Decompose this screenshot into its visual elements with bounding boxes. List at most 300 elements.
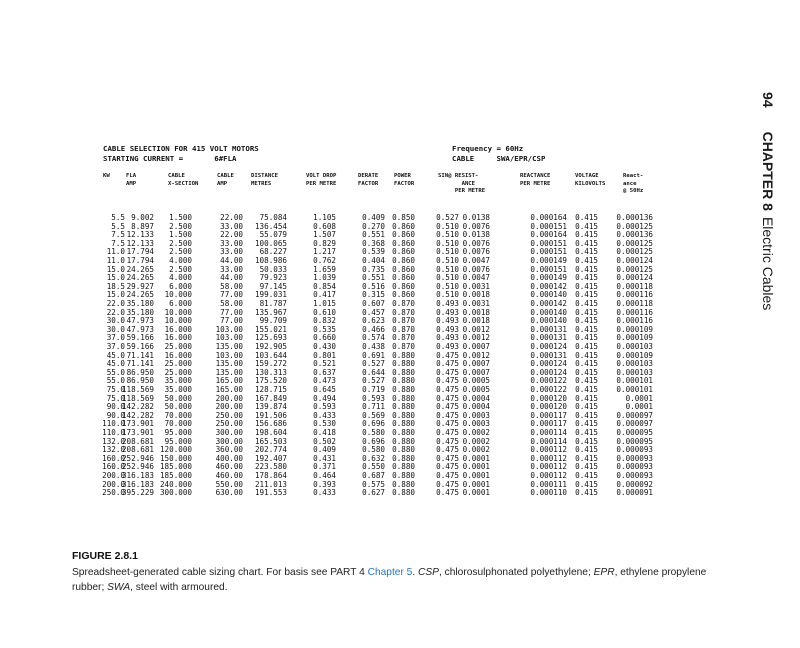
cell-voltage: 0.415 — [575, 238, 598, 248]
cell-reactance: 0.000142 — [530, 299, 567, 308]
cell-volt-drop: 0.593 — [313, 402, 336, 412]
cell-sin-factor: 0.510 — [436, 238, 459, 248]
cell-reactance-50hz: 0.000136 — [616, 213, 653, 222]
cell-reactance-50hz: 0.000093 — [616, 471, 653, 480]
cell-voltage: 0.415 — [575, 488, 598, 498]
csp-abbr: CSP — [418, 567, 439, 578]
cell-kw: 15.0 — [106, 290, 125, 300]
cell-resistance: 0.0001 — [462, 453, 490, 463]
cell-derate: 0.438 — [362, 342, 385, 351]
cell-reactance-50hz: 0.000091 — [616, 488, 653, 498]
cell-distance: 108.986 — [254, 256, 287, 265]
cell-voltage: 0.415 — [575, 342, 598, 351]
cell-reactance: 0.000117 — [530, 419, 567, 429]
cell-derate: 0.580 — [362, 445, 385, 455]
table-row — [0, 489, 760, 498]
cell-cable-amp: 400.00 — [215, 453, 243, 463]
cell-cable-amp: 44.00 — [220, 273, 243, 283]
cell-fla: 24.265 — [126, 290, 154, 300]
cell-resistance: 0.0018 — [462, 290, 490, 300]
cell-cable-xsection: 2.500 — [169, 247, 192, 257]
cell-power-factor: 0.880 — [392, 376, 415, 386]
cell-fla: 395.229 — [121, 488, 154, 498]
cell-cable-amp: 103.00 — [215, 350, 243, 360]
running-head-text — [760, 92, 776, 492]
cell-distance: 192.407 — [254, 453, 287, 463]
cell-reactance: 0.000149 — [530, 256, 567, 265]
cell-cable-xsection: 16.000 — [164, 324, 192, 334]
cell-cable-amp: 135.00 — [215, 359, 243, 369]
cell-volt-drop: 1.217 — [313, 247, 336, 257]
cell-cable-xsection: 16.000 — [164, 333, 192, 343]
cell-distance: 156.686 — [254, 419, 287, 429]
cell-power-factor: 0.880 — [392, 419, 415, 429]
cell-voltage: 0.415 — [575, 419, 598, 429]
csp-definition: , chlorosulphonated polyethylene; — [438, 567, 594, 578]
cell-fla: 252.946 — [121, 453, 154, 463]
cell-fla: 86.950 — [126, 376, 154, 386]
cell-sin-factor: 0.475 — [436, 410, 459, 420]
cell-cable-amp: 250.00 — [215, 410, 243, 420]
cell-fla: 59.166 — [126, 342, 154, 351]
cell-reactance: 0.000142 — [530, 281, 567, 291]
cell-reactance-50hz: 0.000095 — [616, 428, 653, 437]
cell-cable-xsection: 25.000 — [164, 359, 192, 369]
cell-distance: 99.709 — [259, 316, 287, 326]
cell-voltage: 0.415 — [575, 453, 598, 463]
cell-resistance: 0.0002 — [462, 445, 490, 455]
cell-reactance-50hz: 0.000109 — [616, 333, 653, 343]
cell-volt-drop: 0.433 — [313, 410, 336, 420]
cell-cable-xsection: 35.000 — [164, 385, 192, 394]
cell-derate: 0.527 — [362, 359, 385, 369]
cell-resistance: 0.0012 — [462, 350, 490, 360]
cell-volt-drop: 0.521 — [313, 359, 336, 369]
cell-derate: 0.580 — [362, 428, 385, 437]
cell-cable-amp: 33.00 — [220, 264, 243, 274]
cell-distance: 55.079 — [259, 230, 287, 240]
cell-cable-xsection: 10.000 — [164, 290, 192, 300]
cell-voltage: 0.415 — [575, 299, 598, 308]
cell-voltage: 0.415 — [575, 359, 598, 369]
cell-fla: 316.183 — [121, 471, 154, 480]
cell-fla: 35.180 — [126, 299, 154, 308]
cell-resistance: 0.0018 — [462, 307, 490, 317]
cell-kw: 22.0 — [106, 307, 125, 317]
chapter-label: CHAPTER 8 — [760, 131, 776, 211]
cell-voltage: 0.415 — [575, 230, 598, 240]
cell-volt-drop: 0.371 — [313, 462, 336, 472]
cell-voltage: 0.415 — [575, 264, 598, 274]
cell-voltage: 0.415 — [575, 376, 598, 386]
cell-sin-factor: 0.493 — [436, 324, 459, 334]
cell-cable-amp: 460.00 — [215, 462, 243, 472]
cell-volt-drop: 0.801 — [313, 350, 336, 360]
cell-distance: 191.553 — [254, 488, 287, 498]
col-header-cable-amp: CABLE AMP — [217, 173, 234, 187]
cell-fla: 173.901 — [121, 419, 154, 429]
cell-resistance: 0.0003 — [462, 410, 490, 420]
cell-reactance-50hz: 0.000118 — [616, 281, 653, 291]
cell-volt-drop: 0.608 — [313, 221, 336, 231]
cell-sin-factor: 0.475 — [436, 436, 459, 446]
cell-kw: 75.0 — [106, 393, 125, 403]
cell-resistance: 0.0076 — [462, 247, 490, 257]
col-header-resistance: SIN@ RESIST- ANCE PER METRE — [438, 173, 486, 194]
cell-kw: 15.0 — [106, 264, 125, 274]
cell-fla: 35.180 — [126, 307, 154, 317]
cell-distance: 178.864 — [254, 471, 287, 480]
cell-sin-factor: 0.475 — [436, 402, 459, 412]
cell-fla: 8.897 — [131, 221, 154, 231]
cell-fla: 252.946 — [121, 462, 154, 472]
cell-resistance: 0.0031 — [462, 281, 490, 291]
cell-kw: 15.0 — [106, 273, 125, 283]
cell-fla: 17.794 — [126, 256, 154, 265]
cell-power-factor: 0.870 — [392, 324, 415, 334]
cell-resistance: 0.0007 — [462, 367, 490, 377]
col-header-reactance: REACTANCE PER METRE — [520, 173, 551, 187]
cell-kw: 55.0 — [106, 367, 125, 377]
cell-derate: 0.632 — [362, 453, 385, 463]
cell-derate: 0.409 — [362, 213, 385, 222]
chapter-link[interactable]: Chapter 5 — [367, 567, 413, 578]
cell-reactance-50hz: 0.000125 — [616, 238, 653, 248]
cell-sin-factor: 0.493 — [436, 316, 459, 326]
cell-reactance-50hz: 0.000125 — [616, 264, 653, 274]
epr-abbr: EPR — [593, 567, 615, 578]
cell-resistance: 0.0047 — [462, 273, 490, 283]
cell-resistance: 0.0012 — [462, 333, 490, 343]
cell-resistance: 0.0005 — [462, 376, 490, 386]
cell-resistance: 0.0002 — [462, 428, 490, 437]
col-header-power-factor: POWER FACTOR — [394, 173, 415, 187]
cell-derate: 0.466 — [362, 324, 385, 334]
cell-sin-factor: 0.493 — [436, 342, 459, 351]
cell-fla: 71.141 — [126, 350, 154, 360]
cell-reactance: 0.000124 — [530, 342, 567, 351]
cell-fla: 29.927 — [126, 281, 154, 291]
cell-kw: 110.0 — [102, 428, 125, 437]
cell-distance: 175.520 — [254, 376, 287, 386]
cell-reactance: 0.000151 — [530, 264, 567, 274]
cell-kw: 30.0 — [106, 324, 125, 334]
cell-sin-factor: 0.475 — [436, 488, 459, 498]
cell-reactance: 0.000164 — [530, 213, 567, 222]
cell-reactance-50hz: 0.000124 — [616, 273, 653, 283]
col-header-voltage: VOLTAGE KILOVOLTS — [575, 173, 606, 187]
cell-derate: 0.691 — [362, 350, 385, 360]
cell-cable-amp: 77.00 — [220, 316, 243, 326]
cell-sin-factor: 0.527 — [436, 213, 459, 222]
cell-volt-drop: 0.660 — [313, 333, 336, 343]
cell-sin-factor: 0.475 — [436, 445, 459, 455]
cell-voltage: 0.415 — [575, 367, 598, 377]
cell-cable-xsection: 25.000 — [164, 342, 192, 351]
cell-power-factor: 0.860 — [392, 238, 415, 248]
cell-resistance: 0.0004 — [462, 393, 490, 403]
cell-reactance-50hz: 0.000093 — [616, 445, 653, 455]
cell-power-factor: 0.880 — [392, 445, 415, 455]
cell-reactance: 0.000151 — [530, 247, 567, 257]
cell-fla: 208.681 — [121, 445, 154, 455]
cell-distance: 50.033 — [259, 264, 287, 274]
cell-reactance-50hz: 0.0001 — [625, 402, 653, 412]
cell-fla: 86.950 — [126, 367, 154, 377]
cell-distance: 125.693 — [254, 333, 287, 343]
cell-power-factor: 0.860 — [392, 230, 415, 240]
cell-volt-drop: 0.530 — [313, 419, 336, 429]
cell-reactance-50hz: 0.000103 — [616, 367, 653, 377]
cell-cable-amp: 135.00 — [215, 367, 243, 377]
cell-kw: 90.0 — [106, 410, 125, 420]
cell-reactance-50hz: 0.000103 — [616, 359, 653, 369]
cell-power-factor: 0.870 — [392, 342, 415, 351]
col-header-fla: FLA AMP — [126, 173, 137, 187]
cell-distance: 202.774 — [254, 445, 287, 455]
cell-volt-drop: 0.832 — [313, 316, 336, 326]
cell-cable-amp: 77.00 — [220, 290, 243, 300]
cell-cable-xsection: 50.000 — [164, 402, 192, 412]
cell-reactance-50hz: 0.0001 — [625, 393, 653, 403]
cell-sin-factor: 0.510 — [436, 273, 459, 283]
col-header-derate: DERATE FACTOR — [358, 173, 379, 187]
cell-fla: 12.133 — [126, 238, 154, 248]
cell-cable-xsection: 1.500 — [169, 213, 192, 222]
cell-reactance-50hz: 0.000125 — [616, 221, 653, 231]
cell-power-factor: 0.870 — [392, 333, 415, 343]
cell-resistance: 0.0001 — [462, 488, 490, 498]
cell-resistance: 0.0007 — [462, 359, 490, 369]
cell-voltage: 0.415 — [575, 273, 598, 283]
cell-cable-xsection: 2.500 — [169, 238, 192, 248]
cell-distance: 139.874 — [254, 402, 287, 412]
cell-derate: 0.457 — [362, 307, 385, 317]
cell-reactance-50hz: 0.000092 — [616, 479, 653, 489]
cell-reactance-50hz: 0.000095 — [616, 436, 653, 446]
cell-reactance: 0.000151 — [530, 238, 567, 248]
cell-reactance: 0.000110 — [530, 488, 567, 498]
cell-cable-amp: 44.00 — [220, 256, 243, 265]
cell-kw: 45.0 — [106, 350, 125, 360]
cell-voltage: 0.415 — [575, 221, 598, 231]
cell-resistance: 0.0001 — [462, 471, 490, 480]
cell-kw: 90.0 — [106, 402, 125, 412]
cell-power-factor: 0.880 — [392, 453, 415, 463]
cell-voltage: 0.415 — [575, 471, 598, 480]
cell-power-factor: 0.850 — [392, 213, 415, 222]
cell-cable-xsection: 4.000 — [169, 256, 192, 265]
cell-resistance: 0.0004 — [462, 402, 490, 412]
cell-reactance: 0.000131 — [530, 350, 567, 360]
cell-fla: 12.133 — [126, 230, 154, 240]
cell-cable-amp: 103.00 — [215, 333, 243, 343]
cell-kw: 11.0 — [106, 247, 125, 257]
cell-reactance: 0.000131 — [530, 324, 567, 334]
cell-cable-xsection: 185.000 — [159, 471, 192, 480]
cell-reactance: 0.000120 — [530, 402, 567, 412]
cell-cable-amp: 33.00 — [220, 238, 243, 248]
cell-distance: 198.604 — [254, 428, 287, 437]
cell-voltage: 0.415 — [575, 324, 598, 334]
cell-derate: 0.696 — [362, 419, 385, 429]
cell-distance: 211.013 — [254, 479, 287, 489]
cell-derate: 0.623 — [362, 316, 385, 326]
cell-sin-factor: 0.475 — [436, 462, 459, 472]
cell-power-factor: 0.880 — [392, 436, 415, 446]
col-header-kw: KW — [103, 173, 110, 179]
cell-distance: 165.503 — [254, 436, 287, 446]
cell-distance: 223.580 — [254, 462, 287, 472]
cell-volt-drop: 0.854 — [313, 281, 336, 291]
cell-cable-xsection: 1.500 — [169, 230, 192, 240]
cell-sin-factor: 0.475 — [436, 385, 459, 394]
cell-voltage: 0.415 — [575, 333, 598, 343]
cell-cable-amp: 22.00 — [220, 213, 243, 222]
cell-volt-drop: 0.417 — [313, 290, 336, 300]
cell-voltage: 0.415 — [575, 385, 598, 394]
cell-cable-amp: 135.00 — [215, 342, 243, 351]
cell-reactance-50hz: 0.000097 — [616, 410, 653, 420]
cell-resistance: 0.0001 — [462, 479, 490, 489]
cell-kw: 160.0 — [102, 453, 125, 463]
cell-resistance: 0.0031 — [462, 299, 490, 308]
cell-cable-amp: 33.00 — [220, 221, 243, 231]
cell-fla: 173.901 — [121, 428, 154, 437]
cell-kw: 55.0 — [106, 376, 125, 386]
figure-label: FIGURE 2.8.1 — [72, 550, 138, 562]
cell-cable-amp: 22.00 — [220, 230, 243, 240]
cell-sin-factor: 0.493 — [436, 307, 459, 317]
cell-derate: 0.593 — [362, 393, 385, 403]
cell-derate: 0.315 — [362, 290, 385, 300]
cell-volt-drop: 1.507 — [313, 230, 336, 240]
cell-volt-drop: 0.409 — [313, 445, 336, 455]
cell-derate: 0.550 — [362, 462, 385, 472]
cell-volt-drop: 1.039 — [313, 273, 336, 283]
cell-derate: 0.551 — [362, 230, 385, 240]
cell-reactance: 0.000122 — [530, 376, 567, 386]
cell-volt-drop: 0.473 — [313, 376, 336, 386]
cell-reactance: 0.000112 — [530, 453, 567, 463]
cell-fla: 24.265 — [126, 273, 154, 283]
cell-reactance-50hz: 0.000093 — [616, 462, 653, 472]
cell-derate: 0.627 — [362, 488, 385, 498]
cell-power-factor: 0.870 — [392, 299, 415, 308]
cell-fla: 47.973 — [126, 316, 154, 326]
cell-derate: 0.711 — [362, 402, 385, 412]
cell-cable-xsection: 2.500 — [169, 221, 192, 231]
cell-cable-xsection: 10.000 — [164, 307, 192, 317]
cell-reactance-50hz: 0.000116 — [616, 316, 653, 326]
cell-derate: 0.735 — [362, 264, 385, 274]
cell-cable-xsection: 185.000 — [159, 462, 192, 472]
cell-volt-drop: 0.637 — [313, 367, 336, 377]
cell-voltage: 0.415 — [575, 402, 598, 412]
cell-resistance: 0.0047 — [462, 256, 490, 265]
cell-resistance: 0.0005 — [462, 385, 490, 394]
cell-power-factor: 0.860 — [392, 247, 415, 257]
cell-volt-drop: 0.393 — [313, 479, 336, 489]
swa-definition: , steel with armoured. — [130, 582, 228, 593]
cell-cable-amp: 58.00 — [220, 281, 243, 291]
sheet-title — [103, 144, 259, 164]
cell-power-factor: 0.880 — [392, 471, 415, 480]
cell-cable-xsection: 25.000 — [164, 367, 192, 377]
cell-reactance: 0.000114 — [530, 436, 567, 446]
cell-kw: 45.0 — [106, 359, 125, 369]
cell-reactance: 0.000140 — [530, 307, 567, 317]
cell-sin-factor: 0.510 — [436, 256, 459, 265]
cell-volt-drop: 0.502 — [313, 436, 336, 446]
cell-power-factor: 0.860 — [392, 290, 415, 300]
cell-voltage: 0.415 — [575, 307, 598, 317]
cell-power-factor: 0.860 — [392, 264, 415, 274]
cell-power-factor: 0.860 — [392, 281, 415, 291]
cell-cable-xsection: 4.000 — [169, 273, 192, 283]
cell-resistance: 0.0018 — [462, 316, 490, 326]
cell-power-factor: 0.870 — [392, 307, 415, 317]
cell-power-factor: 0.860 — [392, 273, 415, 283]
cell-cable-xsection: 300.000 — [159, 488, 192, 498]
cell-reactance: 0.000117 — [530, 410, 567, 420]
cell-sin-factor: 0.475 — [436, 453, 459, 463]
cell-distance: 167.849 — [254, 393, 287, 403]
cell-reactance: 0.000112 — [530, 471, 567, 480]
cell-distance: 130.313 — [254, 367, 287, 377]
cell-distance: 128.715 — [254, 385, 287, 394]
cell-voltage: 0.415 — [575, 256, 598, 265]
cell-kw: 132.0 — [102, 436, 125, 446]
cell-kw: 18.5 — [106, 281, 125, 291]
sheet-parameters — [452, 144, 545, 164]
cell-sin-factor: 0.475 — [436, 359, 459, 369]
cell-distance: 75.084 — [259, 213, 287, 222]
cell-kw: 11.0 — [106, 256, 125, 265]
cell-sin-factor: 0.475 — [436, 367, 459, 377]
cell-power-factor: 0.860 — [392, 256, 415, 265]
cell-cable-amp: 165.00 — [215, 385, 243, 394]
cell-kw: 110.0 — [102, 419, 125, 429]
col-header-reactance-50hz: React- ance @ 50Hz — [623, 173, 644, 194]
cell-volt-drop: 0.433 — [313, 488, 336, 498]
cell-resistance: 0.0138 — [462, 230, 490, 240]
cell-voltage: 0.415 — [575, 316, 598, 326]
cell-voltage: 0.415 — [575, 281, 598, 291]
cell-fla: 118.569 — [121, 393, 154, 403]
cell-fla: 59.166 — [126, 333, 154, 343]
cell-resistance: 0.0002 — [462, 436, 490, 446]
cell-volt-drop: 0.535 — [313, 324, 336, 334]
cell-reactance-50hz: 0.000109 — [616, 324, 653, 334]
cell-cable-amp: 103.00 — [215, 324, 243, 334]
cell-derate: 0.569 — [362, 410, 385, 420]
cell-sin-factor: 0.510 — [436, 290, 459, 300]
cell-cable-xsection: 16.000 — [164, 350, 192, 360]
cell-resistance: 0.0138 — [462, 213, 490, 222]
cell-distance: 100.065 — [254, 238, 287, 248]
cell-voltage: 0.415 — [575, 213, 598, 222]
cell-reactance-50hz: 0.000103 — [616, 342, 653, 351]
cell-voltage: 0.415 — [575, 462, 598, 472]
cell-cable-amp: 200.00 — [215, 402, 243, 412]
cell-volt-drop: 1.659 — [313, 264, 336, 274]
cell-fla: 118.569 — [121, 385, 154, 394]
cell-distance: 192.905 — [254, 342, 287, 351]
cell-cable-amp: 250.00 — [215, 419, 243, 429]
cell-fla: 316.183 — [121, 479, 154, 489]
cell-reactance-50hz: 0.000093 — [616, 453, 653, 463]
